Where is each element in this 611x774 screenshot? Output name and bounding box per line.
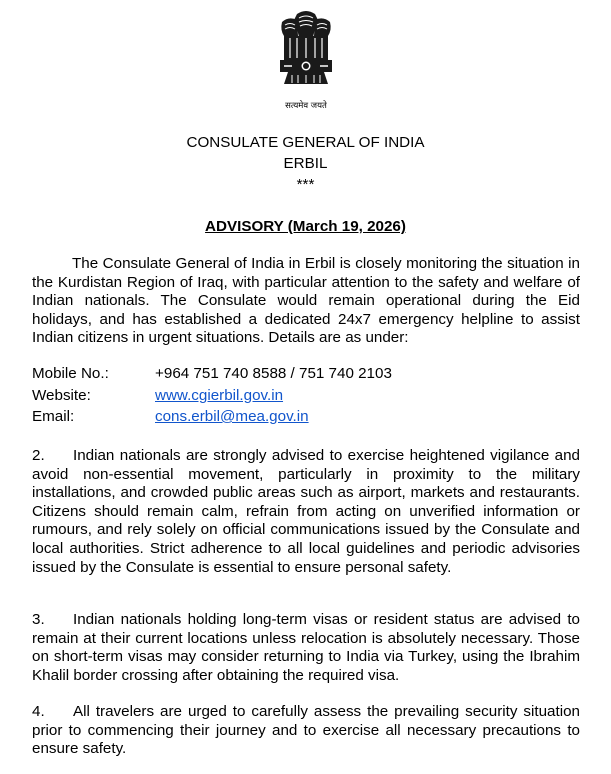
website-link[interactable]: www.cgierbil.gov.in [155, 386, 284, 404]
national-emblem [270, 8, 342, 114]
email-label: Email: [32, 408, 75, 425]
email-link[interactable]: cons.erbil@mea.gov.in [155, 408, 309, 425]
mobile-value: +964 751 740 8588 / 751 740 2103 [155, 365, 392, 382]
paragraph-4-number: 4. [32, 703, 45, 720]
mobile-row [32, 365, 592, 387]
contact-details [32, 365, 592, 430]
email-row [32, 408, 592, 430]
header-separator: *** [296, 176, 315, 193]
consulate-city: ERBIL [283, 155, 328, 172]
paragraph-2-text: Indian nationals are strongly advised to exercise heightened vigilance and avoid non-essential movement, particularly in proximity to the military installations, and crowded public areas such as airport, markets and restaurants. Citizens should remain calm, refrain from acting on unverified information or rumours, and rely solely on official communications issued by the Consulate and local authorities. Strict adherence to all local guidelines and periodic advisories issued by the Consulate is essential to ensure personal safety. [32, 447, 580, 576]
emblem-motto: सत्यमेव जयते [285, 101, 327, 111]
ashoka-lion-capital-icon [270, 8, 342, 114]
mobile-label: Mobile No.: [32, 365, 109, 382]
paragraph-3-number: 3. [32, 611, 45, 628]
paragraph-4-text: All travelers are urged to carefully assess the prevailing security situation prior to commencing their journey and to exercise all necessary precautions to ensure safety. [32, 703, 580, 758]
consulate-name: CONSULATE GENERAL OF INDIA [186, 134, 425, 151]
advisory-title: ADVISORY (March 19, 2026) [205, 218, 406, 235]
paragraph-1: The Consulate General of India in Erbil is closely monitoring the situation in the Kurdistan Region of Iraq, with particular attention to the safety and welfare of Indian nationals. The Consulate would remain operational during the Eid holidays, and has established a dedicated 24x7 emergency helpline to assist Indian citizens in urgent situations. Details are as under: [32, 255, 580, 347]
paragraph-3-text: Indian nationals holding long-term visas or resident status are advised to remain at their current locations unless relocation is absolutely necessary. Those on short-term visas may consider returning to India via Turkey, using the Ibrahim Khalil border crossing after obtaining the required visa. [32, 611, 580, 684]
website-label: Website: [32, 386, 91, 404]
website-row [32, 387, 592, 409]
paragraph-3 [32, 611, 580, 685]
paragraph-2 [32, 447, 580, 577]
paragraph-2-number: 2. [32, 447, 45, 464]
paragraph-4 [32, 703, 580, 759]
